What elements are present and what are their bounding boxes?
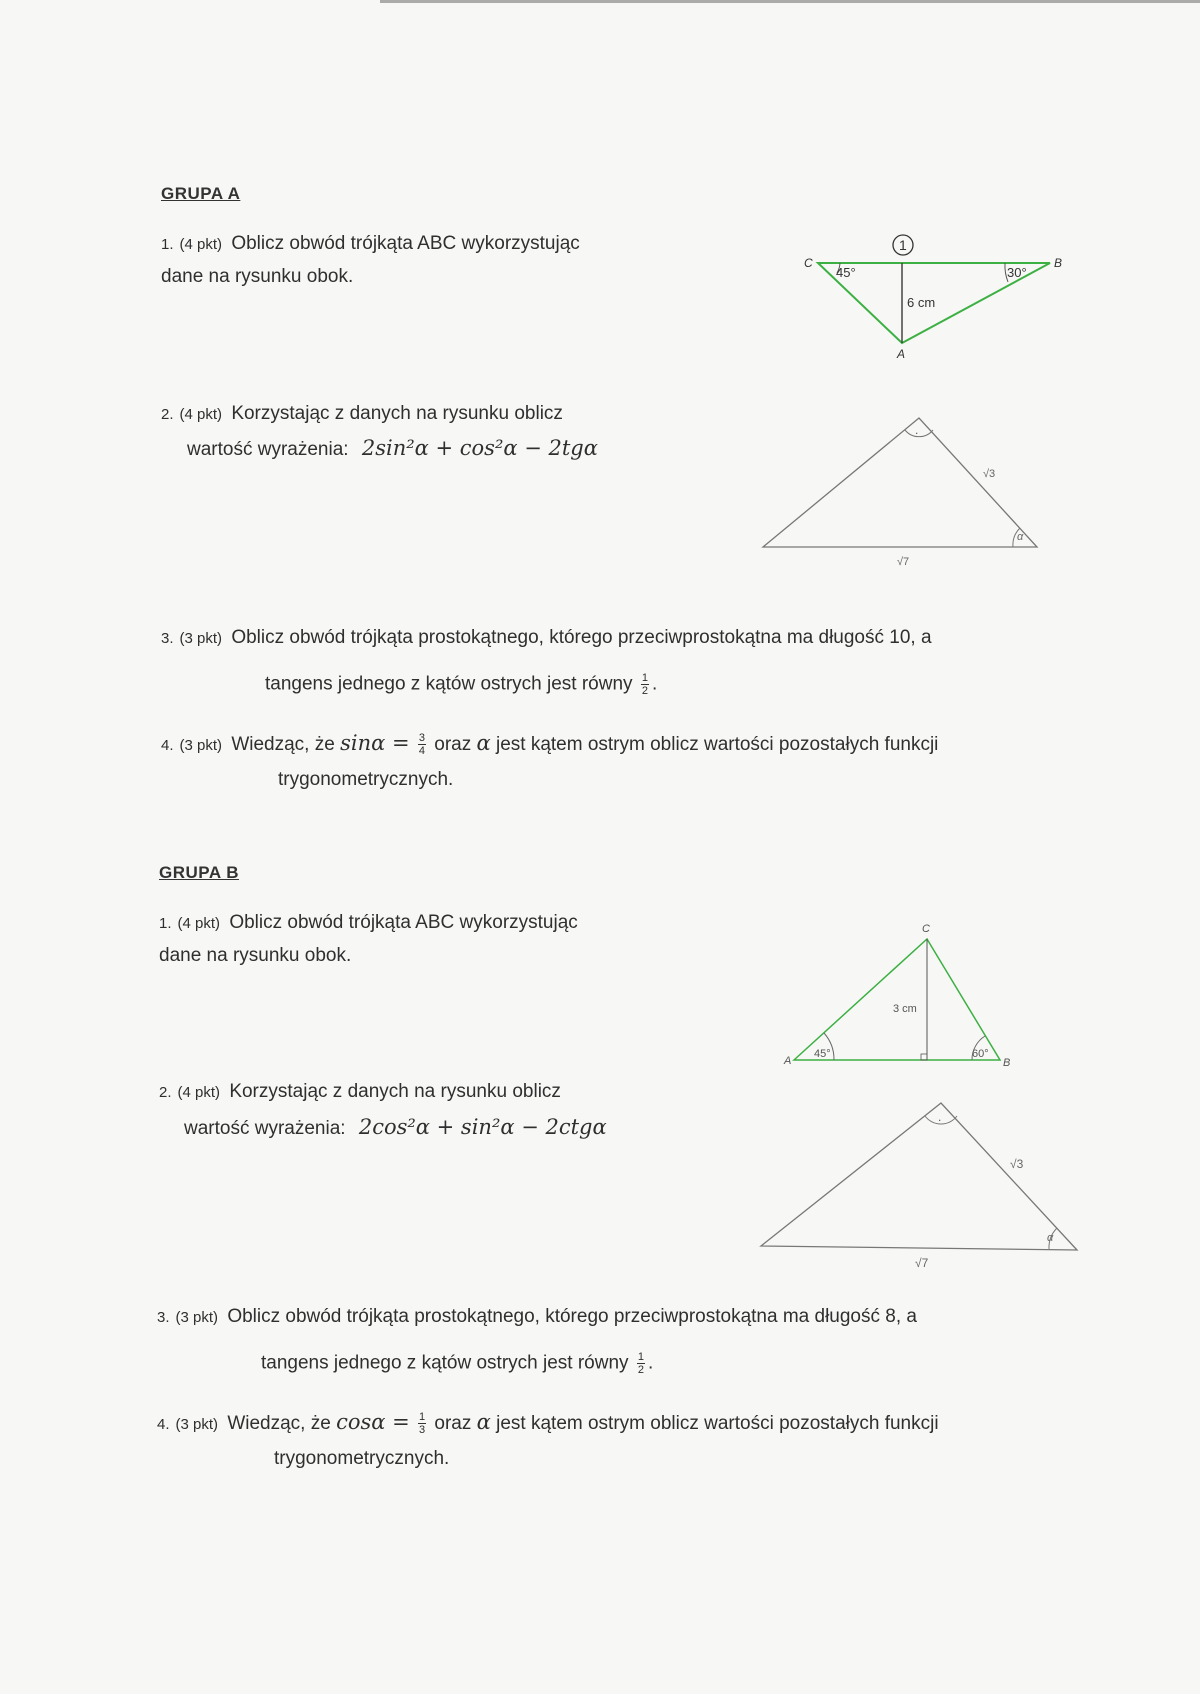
denominator: 2 <box>637 1364 644 1376</box>
height-label: 3 cm <box>893 1003 917 1015</box>
group-a-figure2-triangle <box>755 410 1055 570</box>
expression: cosα = <box>336 1410 410 1434</box>
group-a-task2-line1 <box>161 402 563 427</box>
right-triangle <box>763 418 1037 547</box>
group-a-task3-line2 <box>265 672 657 697</box>
angle-b-label: 60° <box>972 1048 989 1060</box>
angle-c-label: 45° <box>836 265 856 280</box>
group-b-figure1-triangle <box>782 922 1022 1072</box>
right-triangle <box>761 1103 1077 1250</box>
height-label: 6 cm <box>907 295 936 310</box>
task-text: Wiedząc, że <box>231 734 335 755</box>
task-points: (3 pkt) <box>179 737 223 754</box>
vertex-b: B <box>1003 1057 1011 1069</box>
fraction <box>641 672 649 697</box>
side-bottom-label: √7 <box>897 556 910 568</box>
task-text: Wiedząc, że <box>227 1413 331 1434</box>
task-number: 4. <box>157 1416 170 1433</box>
task-text: tangens jednego z kątów ostrych jest równy <box>265 673 633 695</box>
group-a-task1-line2: dane na rysunku obok. <box>161 266 354 287</box>
alpha-symbol: α <box>476 731 491 755</box>
task-number: 2. <box>161 406 174 423</box>
right-angle-dot: . <box>915 423 919 437</box>
period: . <box>647 1352 654 1374</box>
task-number: 1. <box>161 236 174 253</box>
task-text: tangens jednego z kątów ostrych jest równy <box>261 1352 629 1374</box>
task-points: (3 pkt) <box>175 1416 219 1433</box>
vertex-c: C <box>804 256 813 270</box>
denominator: 4 <box>418 745 425 758</box>
task-points: (3 pkt) <box>179 630 223 647</box>
task-text: Korzystając z danych na rysunku oblicz <box>231 403 563 424</box>
expression: 2cos²α + sin²α − 2ctgα <box>358 1115 607 1139</box>
side-bottom-label: √7 <box>915 1256 929 1270</box>
task-text: oraz <box>434 1413 472 1434</box>
task-number: 1. <box>159 915 172 932</box>
task-number: 3. <box>157 1309 170 1326</box>
task-number: 2. <box>159 1084 172 1101</box>
fraction <box>418 1411 426 1436</box>
group-a-task4-line2: trygonometrycznych. <box>278 769 454 790</box>
expression: 2sin²α + cos²α − 2tgα <box>361 436 598 460</box>
task-points: (4 pkt) <box>177 915 221 932</box>
group-b-figure2-triangle <box>755 1095 1085 1275</box>
alpha-symbol: α <box>476 1410 491 1434</box>
vertex-b: B <box>1054 256 1063 270</box>
group-a-task2-line2 <box>187 436 598 462</box>
alpha-label: α <box>1017 531 1024 543</box>
circled-mark-digit: 1 <box>899 237 907 253</box>
task-text: jest kątem ostrym oblicz wartości pozostałych funkcji <box>496 1413 939 1434</box>
task-text: wartość wyrażenia: <box>187 439 349 460</box>
period: . <box>651 673 658 695</box>
group-b-task1-line2: dane na rysunku obok. <box>159 945 352 966</box>
triangle-abc <box>794 939 1000 1060</box>
numerator: 3 <box>418 732 425 745</box>
task-number: 3. <box>161 630 174 647</box>
fraction <box>637 1351 645 1376</box>
right-angle-mark <box>921 1054 927 1060</box>
numerator: 1 <box>641 672 648 684</box>
task-text: Oblicz obwód trójkąta prostokątnego, którego przeciwprostokątna ma długość 8, a <box>227 1306 917 1327</box>
denominator: 2 <box>641 685 648 697</box>
task-text: wartość wyrażenia: <box>184 1118 346 1139</box>
group-a-task4-line1 <box>161 731 938 758</box>
task-text: Oblicz obwód trójkąta prostokątnego, którego przeciwprostokątna ma długość 10, a <box>231 627 932 648</box>
numerator: 1 <box>637 1351 644 1363</box>
vertex-c: C <box>922 923 930 935</box>
side-right-label: √3 <box>1010 1157 1024 1171</box>
group-b-task4-line1 <box>157 1410 939 1437</box>
group-b-task3-line1 <box>157 1305 917 1330</box>
denominator: 3 <box>419 1424 426 1437</box>
right-angle-dot: . <box>938 1110 942 1124</box>
task-number: 4. <box>161 737 174 754</box>
group-b-task2-line1 <box>159 1080 561 1105</box>
group-b-task4-line2: trygonometrycznych. <box>274 1448 450 1469</box>
task-text: Oblicz obwód trójkąta ABC wykorzystując <box>229 912 578 933</box>
task-points: (4 pkt) <box>179 236 223 253</box>
group-a-title: GRUPA A <box>161 184 241 203</box>
group-a-task1-line1 <box>161 232 580 257</box>
numerator: 1 <box>419 1411 426 1424</box>
group-b-title: GRUPA B <box>159 863 239 882</box>
angle-a-label: 45° <box>814 1048 831 1060</box>
task-text: jest kątem ostrym oblicz wartości pozostałych funkcji <box>495 734 939 755</box>
group-a-task3-line1 <box>161 626 932 651</box>
fraction <box>418 732 426 757</box>
group-b-task3-line2 <box>261 1351 653 1376</box>
alpha-label: α <box>1047 1232 1054 1244</box>
task-text: Oblicz obwód trójkąta ABC wykorzystując <box>231 233 580 254</box>
task-points: (4 pkt) <box>177 1084 221 1101</box>
vertex-a: A <box>784 1055 792 1067</box>
group-a-figure1-triangle <box>800 225 1080 365</box>
task-points: (4 pkt) <box>179 406 223 423</box>
group-b-task1-line1 <box>159 911 578 936</box>
vertex-a: A <box>897 347 906 361</box>
task-points: (3 pkt) <box>175 1309 219 1326</box>
scan-edge-line <box>380 0 1200 3</box>
group-b-task2-line2 <box>184 1115 607 1141</box>
task-text: Korzystając z danych na rysunku oblicz <box>229 1081 561 1102</box>
right-angle-arc <box>905 430 933 437</box>
expression: sinα = <box>340 731 410 755</box>
task-text: oraz <box>434 734 472 755</box>
side-right-label: √3 <box>983 468 996 480</box>
angle-b-label: 30° <box>1007 265 1027 280</box>
